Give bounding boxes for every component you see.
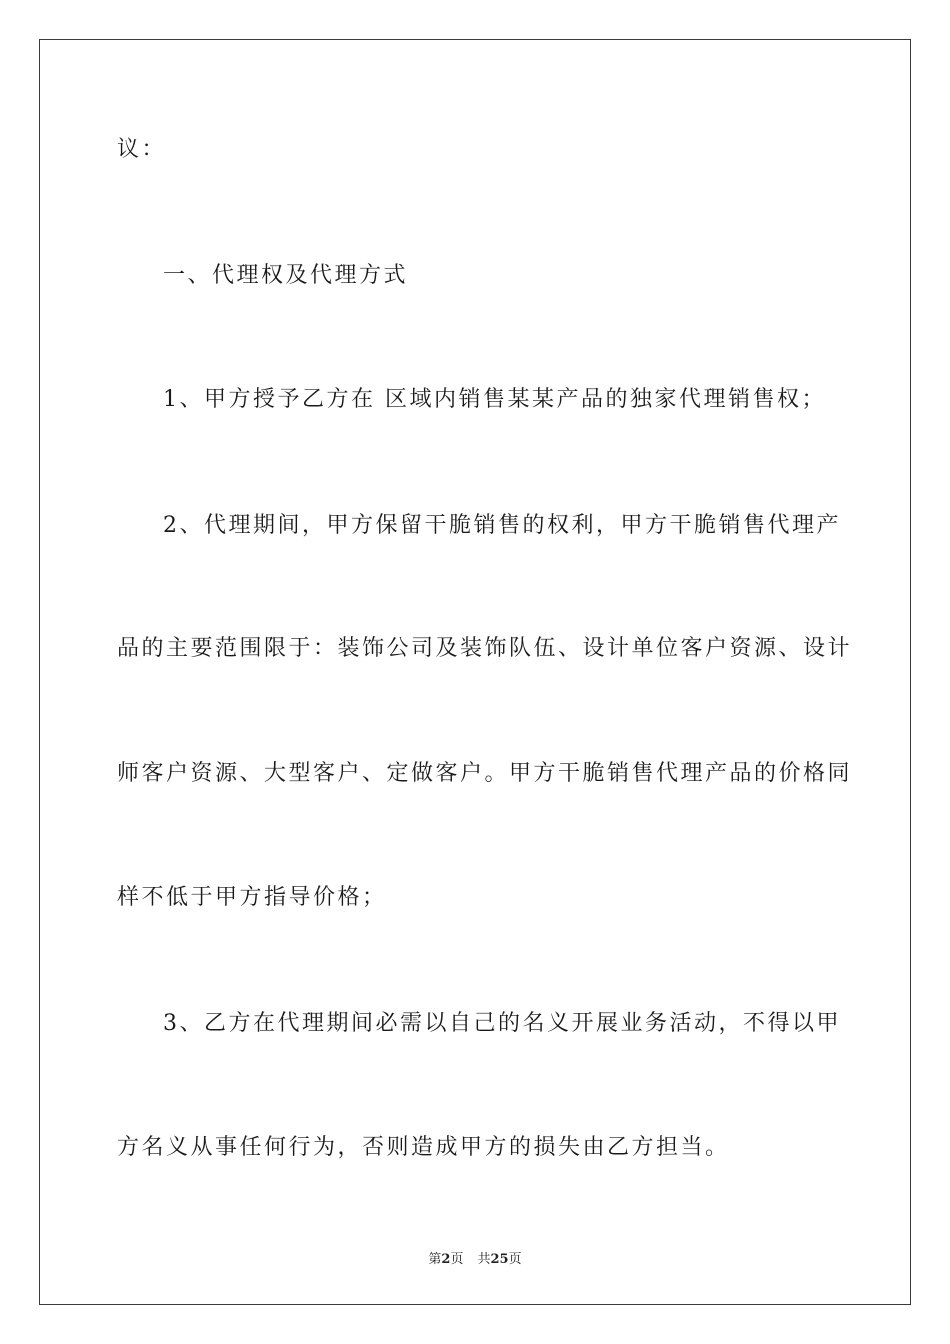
clause-3-line-2: 方名义从事任何行为，否则造成甲方的损失由乙方担当。: [117, 1135, 730, 1160]
clause-2-line-1: 2、代理期间，甲方保留干脆销售的权利，甲方干脆销售代理产: [163, 513, 841, 538]
total-suffix: 页: [508, 1252, 522, 1267]
total-pages: 25: [490, 1252, 509, 1267]
page-suffix: 页: [450, 1252, 464, 1267]
total-prefix: 共: [477, 1252, 491, 1267]
text-line-1: 议：: [117, 137, 167, 162]
clause-3-line-1: 3、乙方在代理期间必需以自己的名义开展业务活动，不得以甲: [163, 1011, 841, 1036]
clause-2-line-3: 师客户资源、大型客户、定做客户。甲方干脆销售代理产品的价格同: [117, 761, 853, 786]
page-prefix: 第: [428, 1252, 442, 1267]
clause-2-line-4: 样不低于甲方指导价格；: [117, 885, 387, 910]
clause-1: 1、甲方授予乙方在 区域内销售某某产品的独家代理销售权；: [163, 387, 826, 412]
page-number: 2: [441, 1252, 451, 1267]
clause-2-line-2: 品的主要范围限于：装饰公司及装饰队伍、设计单位客户资源、设计: [117, 636, 853, 661]
page-footer: [0, 1248, 950, 1267]
section-heading: 一、代理权及代理方式: [163, 263, 409, 288]
page-frame: [39, 39, 911, 1305]
